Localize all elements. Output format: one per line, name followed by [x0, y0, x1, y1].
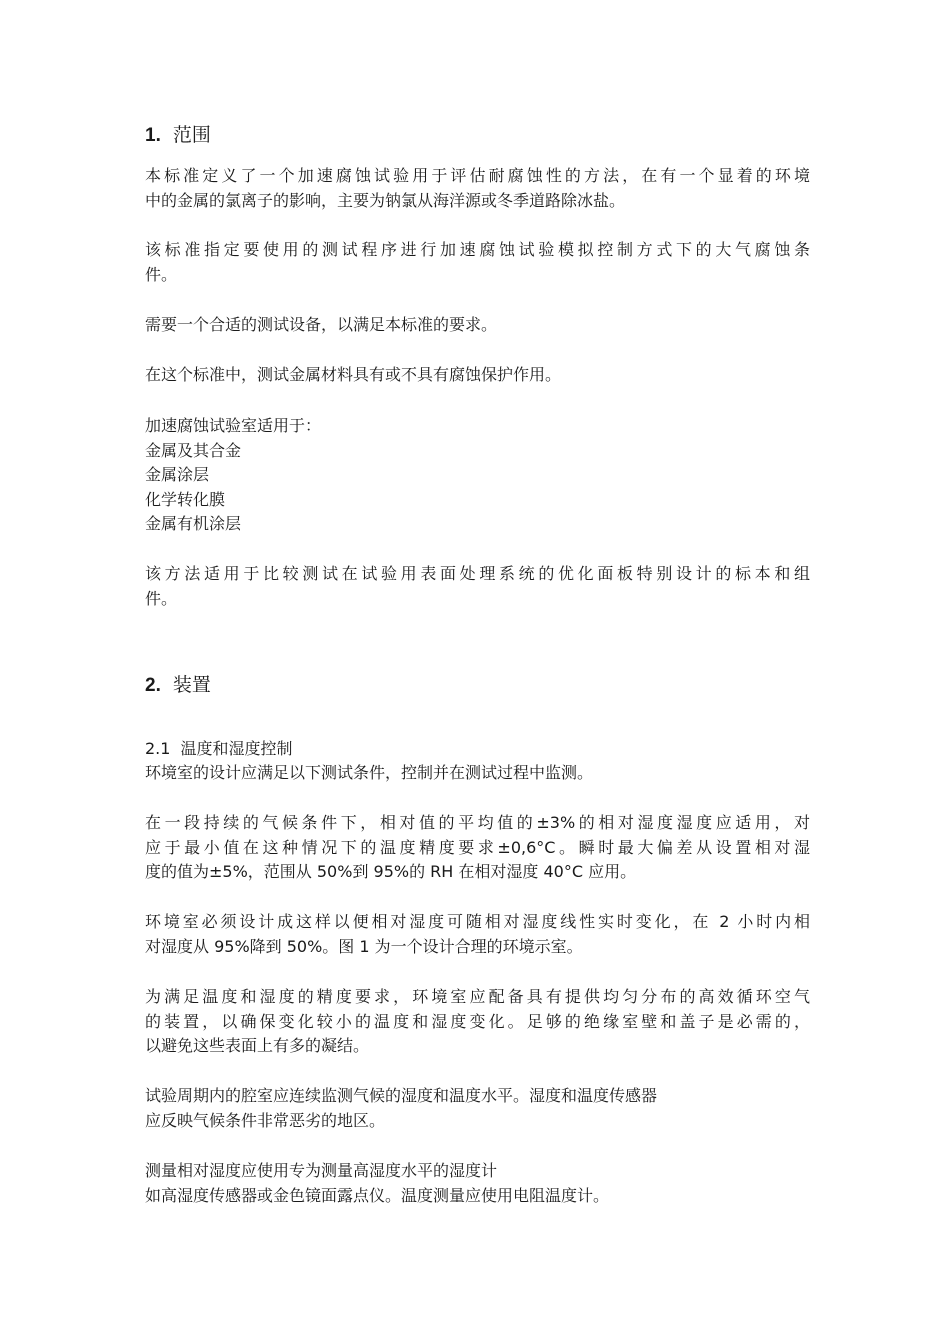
- text-line: 如高湿度传感器或金色镜面露点仪。温度测量应使用电阻温度计。: [145, 1185, 610, 1205]
- list-item: 金属有机涂层: [145, 514, 242, 533]
- paragraph: [145, 562, 810, 611]
- text-line: 环境室必须设计成这样以便相对湿度可随相对湿度线性实时变化，在 2 小时内相: [145, 912, 810, 931]
- text-line: 中的金属的氯离子的影响，主要为钠氯从海洋源或冬季道路除冰盐。: [145, 190, 626, 210]
- paragraph: [145, 238, 810, 287]
- text-line: 为满足温度和湿度的精度要求，环境室应配备具有提供均匀分布的高效循环空气: [145, 987, 810, 1006]
- list-item: 金属涂层: [145, 465, 210, 484]
- section-2-heading: [145, 672, 211, 699]
- text-line: 在一段持续的气候条件下，相对值的平均值的±3%的相对湿度湿度应适用，对: [145, 813, 810, 832]
- paragraph: [145, 164, 810, 213]
- section-1-number: 1.: [145, 125, 161, 146]
- text-line: 的装置，以确保变化较小的温度和湿度变化。足够的绝缘室壁和盖子是必需的，: [145, 1011, 810, 1031]
- text-line: 该标准指定要使用的测试程序进行加速腐蚀试验模拟控制方式下的大气腐蚀条: [145, 240, 810, 259]
- paragraph: [145, 313, 810, 338]
- text-line: 件。: [145, 264, 178, 284]
- text-line: 在这个标准中，测试金属材料具有或不具有腐蚀保护作用。: [145, 365, 562, 384]
- text-line: 应于最小值在这种情况下的温度精度要求±0,6°C。瞬时最大偏差从设置相对湿: [145, 837, 810, 857]
- paragraph: [145, 1084, 810, 1133]
- text-line: 应反映气候条件非常恶劣的地区。: [145, 1110, 386, 1130]
- section-2-number: 2.: [145, 675, 161, 696]
- text-line: 试验周期内的腔室应连续监测气候的湿度和温度水平。湿度和温度传感器: [145, 1086, 658, 1105]
- text-line: 环境室的设计应满足以下测试条件，控制并在测试过程中监测。: [145, 763, 594, 782]
- section-2-title: 装置: [172, 674, 211, 696]
- text-line: 对湿度从 95%降到 50%。图 1 为一个设计合理的环境示室。: [145, 936, 583, 956]
- text-line: 该方法适用于比较测试在试验用表面处理系统的优化面板特别设计的标本和组: [145, 564, 810, 583]
- paragraph: [145, 761, 810, 786]
- text-line: 测量相对湿度应使用专为测量高湿度水平的湿度计: [145, 1161, 498, 1180]
- subsection-number: 2.1: [145, 739, 171, 758]
- list-item: 金属及其合金: [145, 440, 242, 460]
- paragraph: [145, 910, 810, 959]
- paragraph: [145, 811, 810, 885]
- list-item: 化学转化膜: [145, 489, 226, 509]
- text-line: 以避免这些表面上有多的凝结。: [145, 1036, 370, 1055]
- subsection-title: 温度和湿度控制: [180, 739, 293, 758]
- paragraph: [145, 363, 810, 388]
- section-1-heading: [145, 122, 211, 149]
- subsection-2-1-heading: [145, 737, 292, 761]
- paragraph: [145, 1159, 810, 1208]
- section-1-title: 范围: [172, 124, 211, 146]
- text-line: 本标准定义了一个加速腐蚀试验用于评估耐腐蚀性的方法，在有一个显着的环境: [145, 166, 810, 185]
- text-line: 件。: [145, 588, 178, 608]
- text-line: 度的值为±5%，范围从 50%到 95%的 RH 在相对湿度 40°C 应用。: [145, 862, 637, 881]
- paragraph: [145, 985, 810, 1059]
- text-line: 需要一个合适的测试设备，以满足本标准的要求。: [145, 315, 498, 334]
- list-intro: 加速腐蚀试验室适用于：: [145, 416, 322, 435]
- applicability-list: [145, 414, 810, 537]
